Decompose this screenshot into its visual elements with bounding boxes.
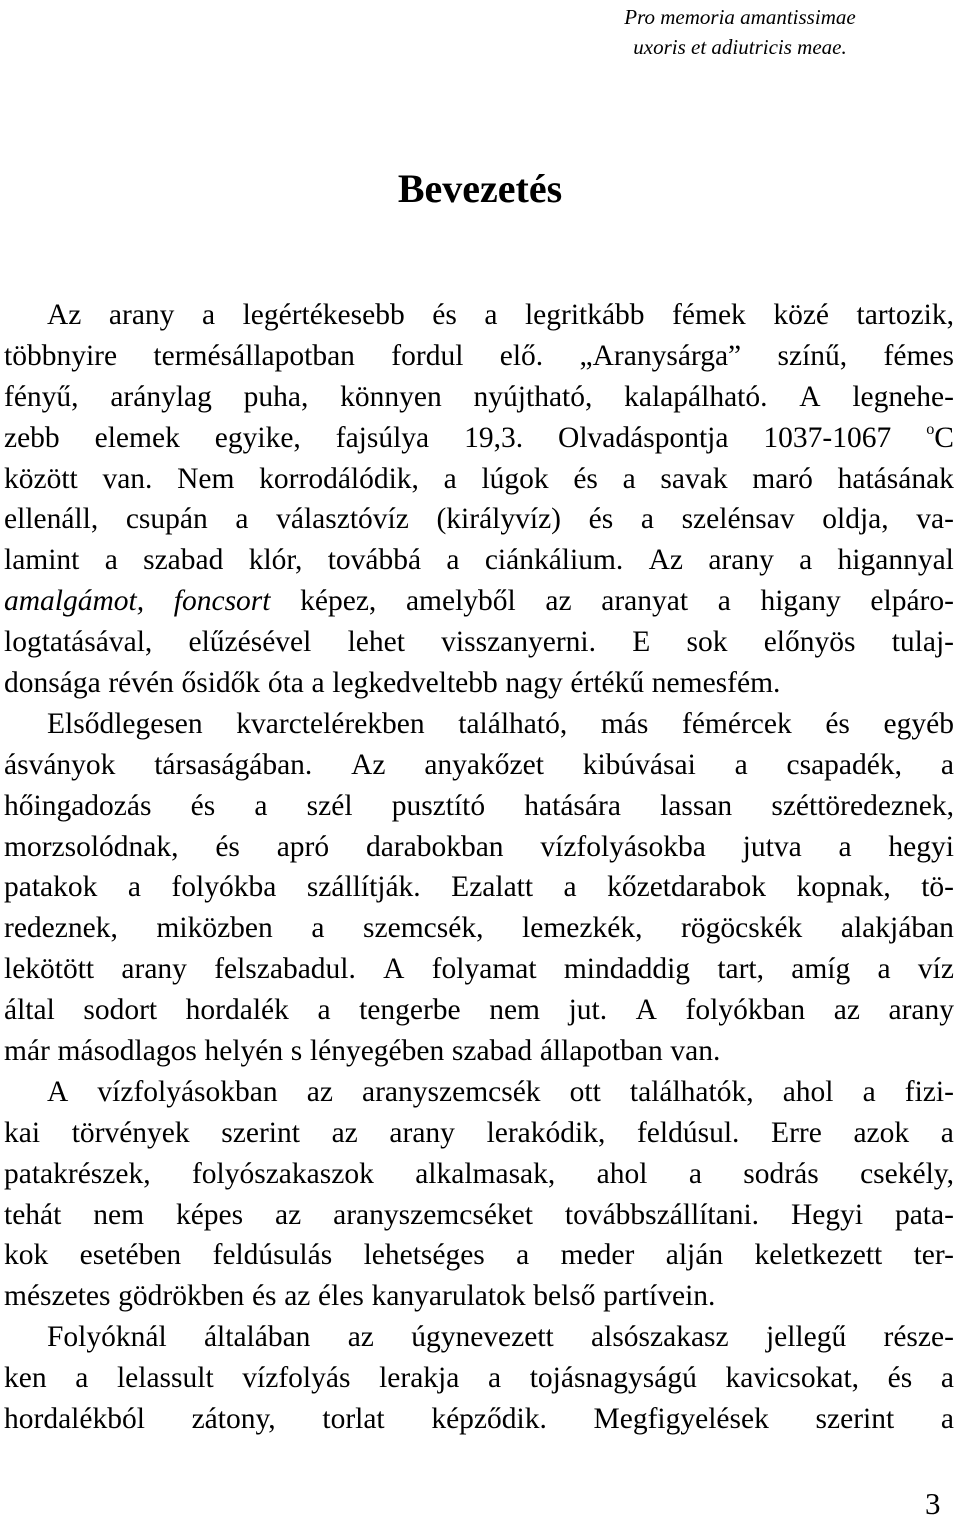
word: szerint (815, 1403, 895, 1436)
body-text (4, 295, 954, 1440)
word: arany (888, 994, 954, 1027)
word: a (443, 462, 457, 495)
word: tehát (4, 1198, 62, 1231)
word: hegyi (888, 830, 954, 863)
word: fémes (883, 339, 954, 372)
word: és (432, 299, 457, 331)
word: képez, (300, 585, 377, 618)
word: a (484, 299, 498, 331)
text-line (4, 1235, 954, 1276)
word: lemezkék, (522, 912, 643, 945)
word: találhatók, (629, 1075, 754, 1108)
word: a (940, 1116, 954, 1149)
word: választóvíz (276, 503, 409, 536)
word: darabokban (365, 830, 504, 863)
word: közé (773, 299, 829, 331)
word: elpáro- (870, 585, 954, 618)
word: donsága (4, 667, 101, 700)
text-line (4, 704, 954, 745)
word: lúgok (481, 462, 549, 495)
word: alsószakasz (591, 1321, 729, 1354)
word: sodrás (743, 1157, 819, 1190)
word: az (347, 1321, 374, 1354)
word: fényű, (4, 380, 79, 413)
text-line (4, 1358, 954, 1399)
word: nagy (505, 667, 563, 700)
word: ellenáll, (4, 503, 99, 536)
word: Megfigyelések (593, 1403, 769, 1436)
word: fordul (391, 339, 464, 372)
word: Folyóknál (47, 1321, 167, 1354)
word: között (4, 462, 78, 495)
word: más (600, 707, 649, 740)
text-line (4, 581, 954, 622)
word: higannyal (837, 544, 954, 577)
word: a (201, 299, 216, 331)
word: csapadék, (786, 748, 902, 781)
word: oldja, (822, 503, 889, 536)
word: patakok (4, 871, 98, 904)
word: nemesfém. (651, 667, 781, 700)
word: társaságában. (154, 748, 313, 781)
dedication-line: uxoris et adiutricis meae. (633, 35, 847, 59)
word: va- (916, 503, 954, 536)
word: lelassult (116, 1362, 214, 1395)
word: óta (267, 667, 304, 700)
word: arany (121, 953, 187, 986)
word: legnehe- (852, 380, 954, 413)
chapter-title: Bevezetés (397, 166, 563, 211)
word: a (622, 462, 636, 495)
word: tartozik, (856, 299, 954, 331)
word: mészetes (4, 1280, 111, 1313)
word: ahol (596, 1157, 648, 1190)
word: a (254, 789, 268, 822)
dedication-line: Pro memoria amantissimae (624, 5, 856, 29)
word: víz (917, 953, 954, 986)
word: gödrökben (118, 1280, 245, 1313)
word: zebb (4, 421, 60, 454)
word: kok (4, 1239, 49, 1272)
word: lerakódik, (486, 1116, 606, 1149)
word: kőzetdarabok (607, 871, 767, 904)
word: helyén (204, 1035, 284, 1068)
word: szállítják. (306, 871, 421, 904)
word: Az (648, 544, 683, 577)
word: és (251, 1280, 277, 1313)
word: amíg (791, 953, 851, 986)
word: aranyszemcsék (362, 1075, 541, 1108)
word: képződik. (431, 1403, 547, 1436)
word: már (4, 1035, 50, 1068)
word: kibúvásai (582, 748, 696, 781)
word: és (887, 1362, 913, 1395)
word: a (940, 1403, 954, 1436)
word: szabad (143, 544, 224, 577)
word: és (190, 789, 216, 822)
word: ken (4, 1362, 47, 1395)
word: „Aranysárga” (579, 339, 742, 372)
word: 1037-1067 (763, 421, 892, 454)
word: többnyire (4, 339, 118, 372)
word: szelénsav (681, 503, 795, 536)
word: a (940, 1362, 954, 1395)
word: vízfolyásokba (540, 830, 706, 863)
text-line (4, 295, 954, 336)
text-line (4, 540, 954, 581)
word: ciánkálium. (484, 544, 624, 577)
word: amalgámot, (4, 585, 145, 618)
text-line (4, 908, 954, 949)
word: van. (102, 462, 153, 495)
word: belső (533, 1280, 596, 1313)
word: Olvadáspontja (558, 421, 729, 454)
word: arany (389, 1116, 455, 1149)
word: aranyszemcséket (333, 1198, 533, 1231)
word: ahol (782, 1075, 834, 1108)
word: a (446, 544, 460, 577)
word: a (563, 871, 577, 904)
word: törvények (71, 1116, 190, 1149)
word: rögöcskék (681, 912, 803, 945)
word: anyakőzet (424, 748, 544, 781)
word: szemcsék, (363, 912, 484, 945)
word: sok (686, 626, 728, 659)
word: tojásnagyságú (529, 1362, 697, 1395)
word: elűzésével (188, 626, 312, 659)
word: szél (306, 789, 353, 822)
word: széttöredeznek, (771, 789, 954, 822)
word: elemek (94, 421, 180, 454)
word: kavicsokat, (725, 1362, 860, 1395)
word: A (635, 994, 657, 1027)
word: a (104, 544, 118, 577)
paragraph (4, 1317, 954, 1440)
word: az (331, 1116, 358, 1149)
text-line (4, 1399, 954, 1440)
word: A (799, 380, 821, 413)
text-line (4, 1072, 954, 1113)
word: a (838, 830, 852, 863)
word: és (573, 462, 598, 495)
word: pusztító (391, 789, 486, 822)
word: Elsődlegesen (47, 707, 203, 740)
word: korrodálódik, (259, 462, 419, 495)
word: legértékesebb (242, 299, 405, 331)
text-line (4, 949, 954, 990)
word: szabad (451, 1035, 533, 1068)
word: folyamat (431, 953, 537, 986)
word: arany (108, 299, 175, 331)
text-line (4, 499, 954, 540)
word: ter- (913, 1239, 954, 1272)
word: termésállapotban (153, 339, 355, 372)
word: előnyös (763, 626, 856, 659)
text-line (4, 1195, 954, 1236)
word: elő. (499, 339, 544, 372)
word: fajsúlya (335, 421, 430, 454)
word: hordalék (185, 994, 289, 1027)
word: kopnak, (796, 871, 891, 904)
word: feldúsulás (212, 1239, 333, 1272)
text-line (4, 867, 954, 908)
word: folyószakaszok (191, 1157, 374, 1190)
word: az (545, 585, 572, 618)
word: $^o$C (926, 419, 954, 454)
word: s (290, 1035, 303, 1068)
word: van. (670, 1035, 721, 1068)
word: lehetséges (363, 1239, 485, 1272)
page-number: 3 (925, 1486, 941, 1521)
word: legkedveltebb (332, 667, 498, 700)
word: a (127, 871, 141, 904)
word: hatásának (837, 462, 954, 495)
word: foncsort (173, 585, 271, 618)
word: szerint (221, 1116, 300, 1149)
word: a (311, 912, 325, 945)
paragraph (4, 704, 954, 1072)
word: tö- (921, 871, 954, 904)
word: és (825, 707, 850, 740)
word: A (383, 953, 405, 986)
word: sodort (83, 994, 158, 1027)
word: lamint (4, 544, 80, 577)
word: Ezalatt (451, 871, 534, 904)
word: fémércek (682, 707, 792, 740)
word: (királyvíz) (436, 503, 561, 536)
word: miközben (156, 912, 273, 945)
word: és (588, 503, 614, 536)
dedication (540, 2, 940, 62)
word: a (487, 1362, 502, 1395)
word: az (275, 1198, 302, 1231)
word: állapotban (539, 1035, 663, 1068)
word: lehet (347, 626, 405, 659)
word: a (235, 503, 249, 536)
word: ásványok (4, 748, 116, 781)
word: alakjában (840, 912, 954, 945)
word: aránylag (110, 380, 212, 413)
word: folyókba (171, 871, 277, 904)
word: képes (175, 1198, 244, 1231)
word: a (640, 503, 654, 536)
text-line (4, 745, 954, 786)
word: a (317, 994, 331, 1027)
text-line (4, 663, 954, 704)
word: a (516, 1239, 530, 1272)
word: tulaj- (891, 626, 954, 659)
word: Az (47, 299, 82, 331)
text-line (4, 336, 954, 377)
text-line (4, 1276, 954, 1317)
word: éles (318, 1280, 364, 1313)
word: patakrészek, (4, 1157, 151, 1190)
word: Az (351, 748, 386, 781)
word: a (940, 748, 954, 781)
word: a (717, 585, 731, 618)
text-line (4, 1317, 954, 1358)
word: vízfolyás (242, 1362, 351, 1395)
word: tart, (717, 953, 764, 986)
word: partívein. (603, 1280, 716, 1313)
word: hatására (524, 789, 621, 822)
word: meder (560, 1239, 635, 1272)
word: savak (660, 462, 728, 495)
word: lényegében (309, 1035, 445, 1068)
word: apró (276, 830, 330, 863)
word: úgynevezett (411, 1321, 554, 1354)
word: ősidők (181, 667, 261, 700)
word: zátony, (191, 1403, 276, 1436)
word: torlat (322, 1403, 385, 1436)
word: kalapálható. (624, 380, 768, 413)
word: színű, (777, 339, 848, 372)
word: és (215, 830, 240, 863)
word: tengerbe (359, 994, 461, 1027)
word: azok (853, 1116, 910, 1149)
word: puha, (243, 380, 309, 413)
word: visszanyerni. (441, 626, 596, 659)
text-line (4, 622, 954, 663)
word: nem (93, 1198, 145, 1231)
text-line (4, 1113, 954, 1154)
word: az (833, 994, 860, 1027)
word: nem (489, 994, 541, 1027)
word: esetében (79, 1239, 182, 1272)
word: A (47, 1075, 69, 1108)
word: másodlagos (57, 1035, 197, 1068)
word: kvarctelérekben (236, 707, 425, 740)
word: lassan (660, 789, 733, 822)
word: 19,3. (464, 421, 524, 454)
word: található, (458, 707, 568, 740)
word: arany (708, 544, 774, 577)
word: ott (569, 1075, 601, 1108)
word: egyéb (883, 707, 954, 740)
word: a (75, 1362, 89, 1395)
word: által (4, 994, 55, 1027)
word: hordalékból (4, 1403, 145, 1436)
word: csekély, (860, 1157, 954, 1190)
word: aranyat (601, 585, 689, 618)
word: a (688, 1157, 702, 1190)
text-line (4, 990, 954, 1031)
word: továbbá (327, 544, 422, 577)
word: fizi- (904, 1075, 954, 1108)
text-line (4, 377, 954, 418)
word: része- (883, 1321, 954, 1354)
text-line (4, 1154, 954, 1195)
word: a (799, 544, 813, 577)
word: lekötött (4, 953, 95, 986)
word: révén (108, 667, 174, 700)
word: általában (203, 1321, 311, 1354)
paragraph (4, 295, 954, 704)
word: E (632, 626, 651, 659)
word: a (877, 953, 891, 986)
word: csupán (125, 503, 208, 536)
word: mindaddig (563, 953, 691, 986)
word: higany (760, 585, 841, 618)
word: jutva (742, 830, 802, 863)
word: keletkezett (754, 1239, 883, 1272)
paragraph (4, 1072, 954, 1317)
word: pata- (894, 1198, 954, 1231)
word: jut. (568, 994, 608, 1027)
word: továbbszállítani. (564, 1198, 760, 1231)
word: egyike, (214, 421, 301, 454)
word: legritkább (524, 299, 645, 331)
word: a (862, 1075, 876, 1108)
word: klór, (248, 544, 303, 577)
word: maró (752, 462, 813, 495)
word: folyókban (685, 994, 806, 1027)
word: alján (665, 1239, 724, 1272)
word: vízfolyásokban (97, 1075, 278, 1108)
word: jellegű (765, 1321, 847, 1354)
word: logtatásával, (4, 626, 153, 659)
word: Nem (177, 462, 235, 495)
word: amelyből (405, 585, 516, 618)
word: fémek (672, 299, 746, 331)
word: kai (4, 1116, 41, 1149)
word: hőingadozás (4, 789, 152, 822)
word: morzsolódnak, (4, 830, 179, 863)
word: felszabadul. (214, 953, 356, 986)
text-line (4, 418, 954, 459)
word: könnyen (340, 380, 442, 413)
word: alkalmasak, (415, 1157, 556, 1190)
word: feldúsul. (636, 1116, 740, 1149)
word: kanyarulatok (371, 1280, 526, 1313)
word: a (734, 748, 748, 781)
text-line (4, 827, 954, 868)
word: az (284, 1280, 311, 1313)
text-line (4, 459, 954, 500)
text-line (4, 1031, 954, 1072)
word: nyújtható, (473, 380, 593, 413)
word: Erre (771, 1116, 822, 1149)
word: redeznek, (4, 912, 118, 945)
word: lerakja (379, 1362, 460, 1395)
text-line (4, 786, 954, 827)
word: értékű (570, 667, 645, 700)
word: Hegyi (790, 1198, 864, 1231)
word: az (306, 1075, 333, 1108)
word: a (311, 667, 325, 700)
